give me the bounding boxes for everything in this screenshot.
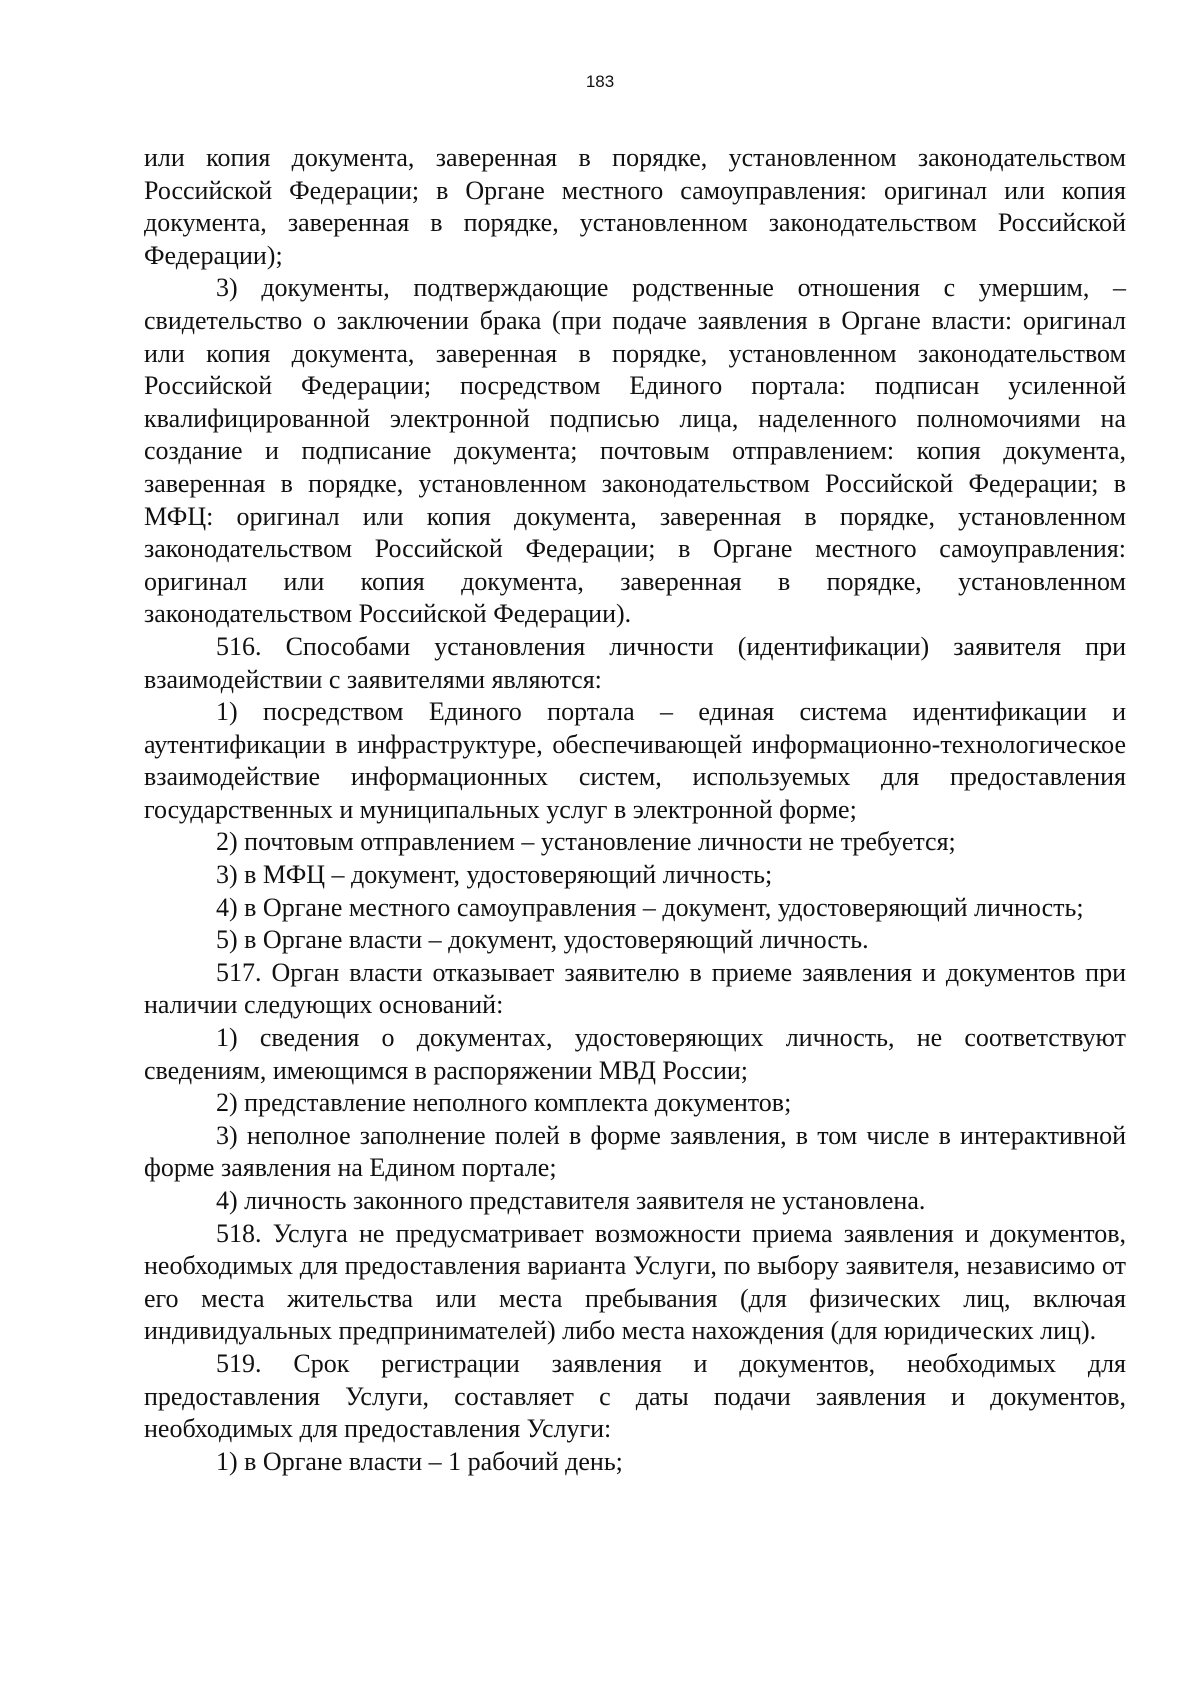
paragraph-continuation: или копия документа, заверенная в порядке, установленном законодательством Российской Федерации; в Органе местного самоуправления: оригинал или копия документа, заверенная в порядке, установленном законодательством Российской Федерации); — [144, 143, 1126, 270]
clause-517: 517. Орган власти отказывает заявителю в приеме заявления и документов при наличии следующих оснований: — [144, 957, 1126, 1020]
list-item-3-documents: 3) документы, подтверждающие родственные отношения с умершим, – свидетельство о заключении брака (при подаче заявления в Органе власти: оригинал или копия документа, заверенная в порядке, установленном законодательством Российской Федерации; посредством Единого портала: подписан усиленной квалифицированной электронной подписью лица, наделенного полномочиями на создание и подписание документа; почтовым отправлением: копия документа, заверенная в порядке, установленном законодательством Российской Федерации; в МФЦ: оригинал или копия документа, заверенная в порядке, установленном законодательством Российской Федерации; в Органе местного самоуправления: оригинал или копия документа, заверенная в порядке, установленном законодательством Российской Федерации). — [144, 273, 1126, 629]
document-body — [144, 142, 1126, 1478]
list-item-2-post: 2) почтовым отправлением – установление личности не требуется; — [216, 827, 956, 857]
clause-516: 516. Способами установления личности (идентификации) заявителя при взаимодействии с заявителями являются: — [144, 631, 1126, 694]
list-item-3-mfc: 3) в МФЦ – документ, удостоверяющий личность; — [216, 860, 773, 890]
list-item-4-representative: 4) личность законного представителя заявителя не установлена. — [216, 1186, 926, 1215]
list-item-4-local-government: 4) в Органе местного самоуправления – документ, удостоверяющий личность; — [216, 892, 1084, 922]
list-item-5-authority: 5) в Органе власти – документ, удостоверяющий личность. — [216, 925, 869, 955]
list-item-1-portal: 1) посредством Единого портала – единая система идентификации и аутентификации в инфраструктуре, обеспечивающей информационно-технологическое взаимодействие информационных систем, используемых для предоставления государственных и муниципальных услуг в электронной форме; — [144, 697, 1126, 824]
clause-518: 518. Услуга не предусматривает возможности приема заявления и документов, необходимых для предоставления варианта Услуги, по выбору заявителя, независимо от его места жительства или места пребывания (для физических лиц, включая индивидуальных предпринимателей) либо места нахождения (для юридических лиц). — [144, 1218, 1126, 1346]
list-item-2-incomplete-set: 2) представление неполного комплекта документов; — [216, 1088, 792, 1118]
clause-519: 519. Срок регистрации заявления и документов, необходимых для предоставления Услуги, составляет с даты подачи заявления и документов, необходимых для предоставления Услуги: — [144, 1348, 1126, 1444]
list-item-1-identity-mismatch: 1) сведения о документах, удостоверяющих личность, не соответствуют сведениям, имеющимся в распоряжении МВД России; — [144, 1023, 1126, 1085]
page-number: 183 — [585, 72, 615, 91]
list-item-1-registration-term: 1) в Органе власти – 1 рабочий день; — [216, 1446, 623, 1476]
list-item-3-incomplete-form: 3) неполное заполнение полей в форме заявления, в том числе в интерактивной форме заявления на Едином портале; — [144, 1120, 1126, 1183]
